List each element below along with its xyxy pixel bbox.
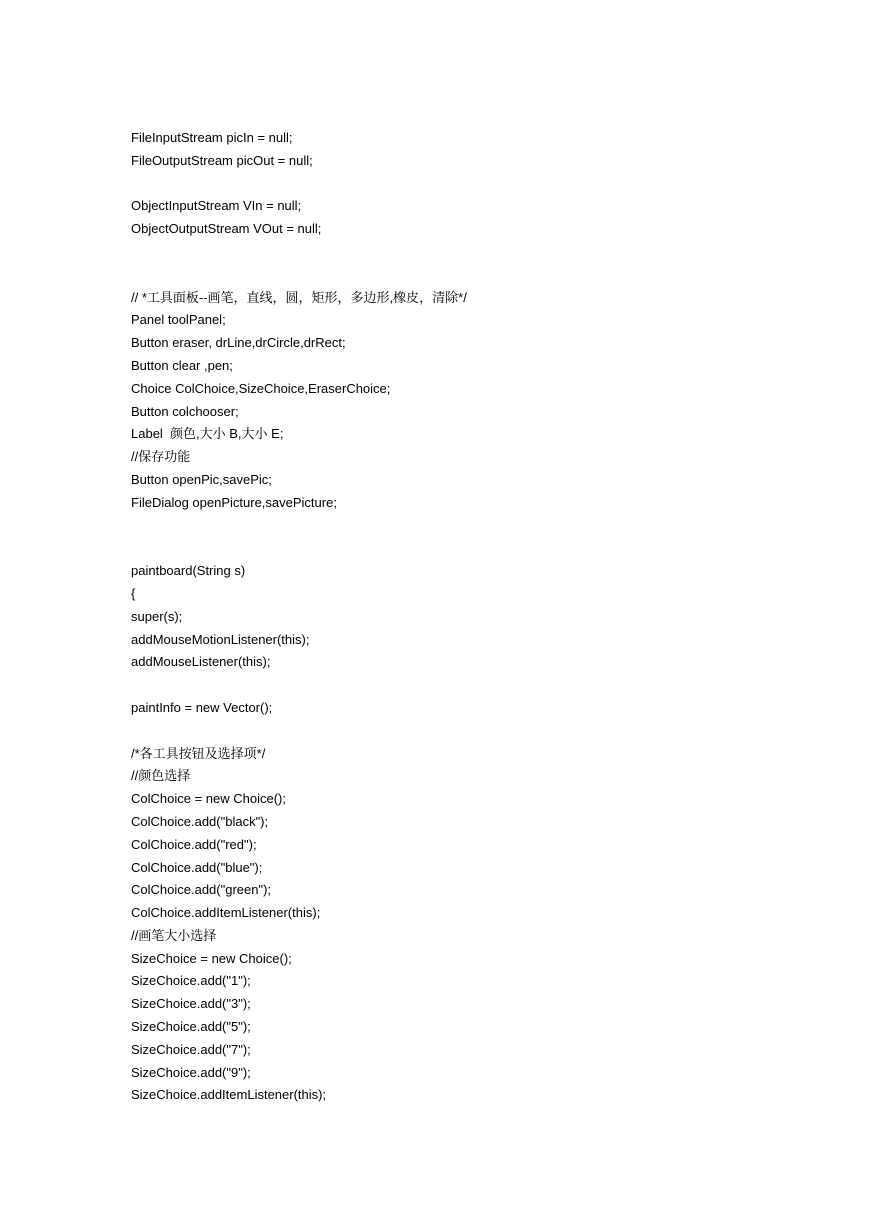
code-line: paintInfo = new Vector(); <box>131 699 273 715</box>
code-line: SizeChoice.add("7"); <box>131 1041 251 1057</box>
code-line: FileInputStream picIn = null; <box>131 130 293 145</box>
code-line: Button colchooser; <box>131 403 239 419</box>
code-comment-line: //保存功能 <box>131 449 191 465</box>
code-line: { <box>131 585 136 601</box>
code-line: ColChoice.add("black"); <box>131 813 269 829</box>
code-line: Button eraser, drLine,drCircle,drRect; <box>131 335 346 351</box>
code-comment-line: //颜色选择 <box>131 768 191 784</box>
code-line: ObjectInputStream VIn = null; <box>131 198 302 214</box>
code-line: super(s); <box>131 608 183 624</box>
code-line: ColChoice.add("blue"); <box>131 859 263 875</box>
code-line: SizeChoice.add("9"); <box>131 1064 251 1080</box>
code-comment-line: //画笔大小选择 <box>131 927 217 943</box>
code-line: Button openPic,savePic; <box>131 471 272 487</box>
code-line: Panel toolPanel; <box>131 312 226 328</box>
code-comment-line: /*各工具按钮及选择项*/ <box>131 745 266 761</box>
code-line: addMouseListener(this); <box>131 654 271 670</box>
code-listing <box>131 127 831 1107</box>
blank-line <box>131 241 831 264</box>
code-line: Label 颜色,大小 B,大小 E; <box>131 426 284 442</box>
code-line: addMouseMotionListener(this); <box>131 631 310 647</box>
code-line: ColChoice.add("green"); <box>131 882 272 898</box>
code-line: ColChoice = new Choice(); <box>131 791 286 807</box>
blank-line <box>131 720 831 743</box>
code-line: paintboard(String s) <box>131 563 246 579</box>
code-line: SizeChoice.add("5"); <box>131 1019 251 1035</box>
code-line: SizeChoice.add("3"); <box>131 996 251 1012</box>
code-line: SizeChoice = new Choice(); <box>131 950 292 966</box>
code-line: Button clear ,pen; <box>131 357 233 373</box>
code-line: SizeChoice.add("1"); <box>131 973 251 989</box>
code-line: FileOutputStream picOut = null; <box>131 152 313 168</box>
code-line: SizeChoice.addItemListener(this); <box>131 1087 327 1103</box>
blank-line <box>131 674 831 697</box>
blank-line <box>131 515 831 538</box>
code-comment-line: // *工具面板--画笔，直线，圆，矩形，多边形,橡皮，清除*/ <box>131 289 467 305</box>
code-line: ColChoice.add("red"); <box>131 836 257 852</box>
code-line: FileDialog openPicture,savePicture; <box>131 494 337 510</box>
blank-line <box>131 264 831 287</box>
code-line: ObjectOutputStream VOut = null; <box>131 221 322 237</box>
code-line: Choice ColChoice,SizeChoice,EraserChoice; <box>131 380 391 396</box>
blank-line <box>131 537 831 560</box>
code-line: ColChoice.addItemListener(this); <box>131 905 321 921</box>
blank-line <box>131 173 831 196</box>
